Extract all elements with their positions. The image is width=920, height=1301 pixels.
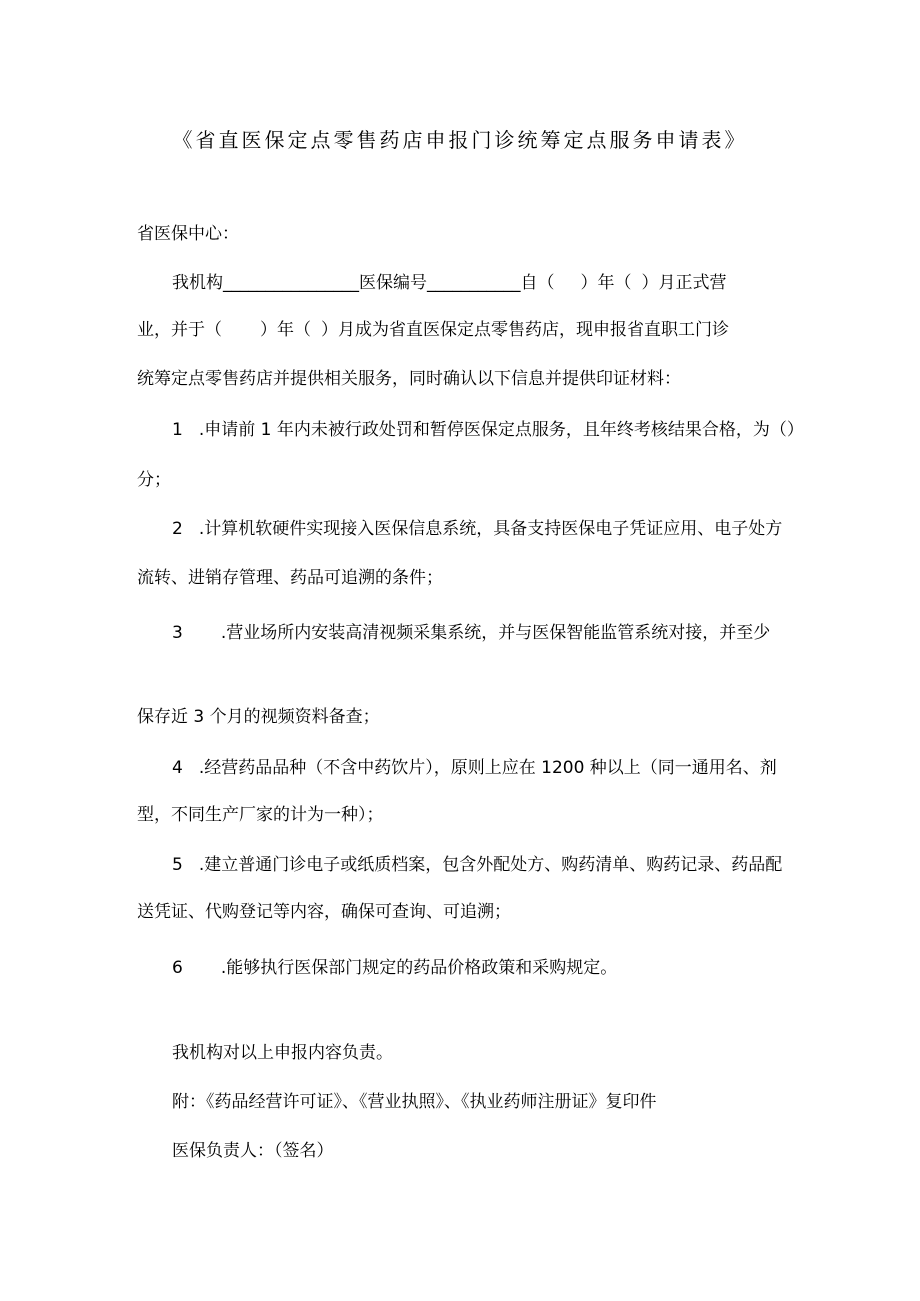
intro-text: ）年（ <box>580 273 632 293</box>
list-item-5-line-1 <box>172 853 782 877</box>
list-item-number: 2 <box>172 519 183 539</box>
list-item-text: .经营药品品种（不含中药饮片），原则上应在 1200 种以上（同一通用名、剂 <box>198 758 777 778</box>
list-item-2-line-1 <box>172 517 782 541</box>
list-item-1-line-1 <box>172 418 804 442</box>
list-item-4-line-2: 型，不同生产厂家的计为一种）； <box>137 805 384 825</box>
insurance-code-blank: ___________ <box>427 273 521 293</box>
intro-text: ）年（ <box>260 320 311 340</box>
institution-name-blank: ________________ <box>223 273 359 293</box>
list-item-2-line-2: 流转、进销存管理、药品可追溯的条件； <box>137 568 443 588</box>
intro-text: 医保编号 <box>359 273 427 293</box>
intro-line-1 <box>172 271 727 295</box>
responsibility-statement: 我机构对以上申报内容负责。 <box>172 1043 393 1063</box>
list-item-6-line-1 <box>172 956 617 980</box>
salutation: 省医保中心： <box>137 224 239 244</box>
list-item-text: .能够执行医保部门规定的药品价格政策和采购规定。 <box>220 958 618 978</box>
intro-text: ）月正式营 <box>641 273 727 293</box>
list-item-number: 4 <box>172 758 183 778</box>
list-item-number: 3 <box>172 623 183 643</box>
intro-text: 我机构 <box>172 273 223 293</box>
list-item-3-line-1 <box>172 621 770 645</box>
list-item-3-line-2: 保存近 3 个月的视频资料备查； <box>137 707 380 727</box>
list-item-text: .营业场所内安装高清视频采集系统，并与医保智能监管系统对接，并至少 <box>220 623 771 643</box>
list-item-1-line-2: 分； <box>137 470 171 490</box>
list-item-number: 6 <box>172 958 183 978</box>
document-title: 《省直医保定点零售药店申报门诊统筹定点服务申请表》 <box>172 128 748 152</box>
list-item-number: 5 <box>172 855 183 875</box>
intro-text: ）月成为省直医保定点零售药店，现申报省直职工门诊 <box>321 320 729 340</box>
list-item-4-line-1 <box>172 756 777 780</box>
list-item-text: .申请前 1 年内未被行政处罚和暂停医保定点服务，且年终考核结果合格，为（） <box>198 420 804 440</box>
signature-line: 医保负责人：（签名） <box>172 1141 334 1161</box>
list-item-5-line-2: 送凭证、代购登记等内容，确保可查询、可追溯； <box>137 902 511 922</box>
list-item-text: .建立普通门诊电子或纸质档案，包含外配处方、购药清单、购药记录、药品配 <box>198 855 783 875</box>
intro-text: 自（ <box>520 273 555 293</box>
list-item-number: 1 <box>172 420 183 440</box>
attachment-list: 附：《药品经营许可证》、《营业执照》、《执业药师注册证》复印件 <box>172 1092 657 1112</box>
list-item-text: .计算机软硬件实现接入医保信息系统，具备支持医保电子凭证应用、电子处方 <box>198 519 783 539</box>
intro-line-2 <box>137 318 729 342</box>
intro-line-3: 统筹定点零售药店并提供相关服务，同时确认以下信息并提供印证材料： <box>137 369 681 389</box>
intro-text: 业，并于（ <box>137 320 222 340</box>
